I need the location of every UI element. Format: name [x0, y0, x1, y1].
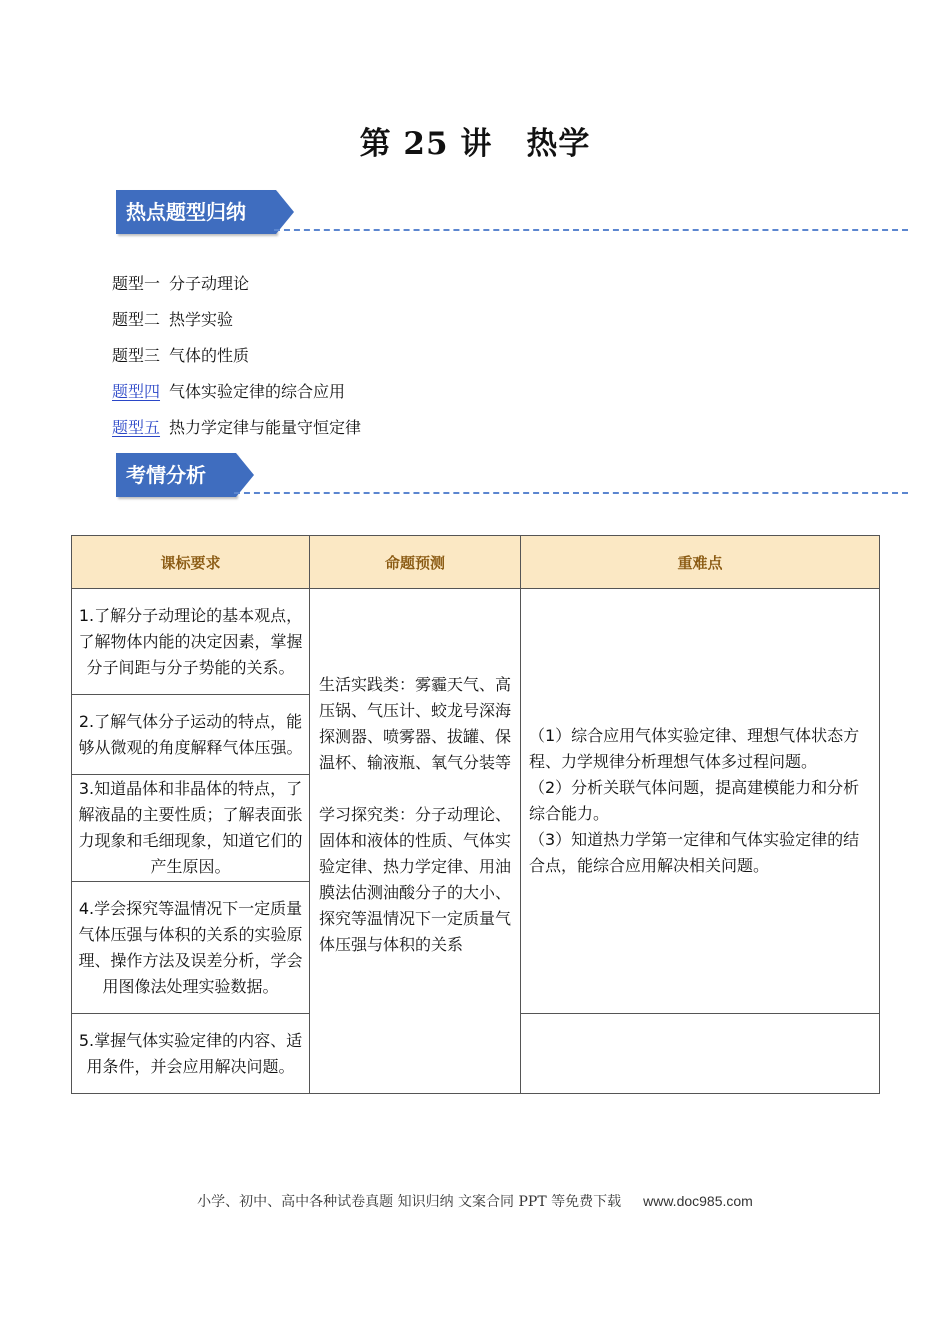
requirement-cell: 2.了解气体分子运动的特点，能够从微观的角度解释气体压强。 — [72, 695, 310, 775]
title-subject: 热学 — [526, 126, 591, 162]
prediction-life: 生活实践类：雾霾天气、高压锅、气压计、蛟龙号深海探测器、喷雾器、拔罐、保温杯、输液瓶、氧气分装等 — [319, 675, 512, 772]
requirement-cell: 4.学会探究等温情况下一定质量气体压强与体积的关系的实验原理、操作方法及误差分析，学会用图像法处理实验数据。 — [72, 882, 310, 1014]
topic-text: 气体实验定律的综合应用 — [169, 382, 346, 401]
table-header-row — [72, 536, 880, 589]
page-footer — [0, 1191, 950, 1211]
list-item — [112, 306, 361, 342]
topic-text: 热学实验 — [169, 310, 234, 329]
topic-number: 题型二 — [112, 310, 161, 329]
table-row — [72, 589, 880, 695]
topic-number: 题型一 — [112, 274, 161, 293]
header-requirements: 课标要求 — [72, 536, 310, 589]
difficulty-item: （3）知道热力学第一定律和气体实验定律的结合点，能综合应用解决相关问题。 — [529, 830, 860, 875]
prediction-cell — [310, 589, 521, 1094]
topic-link[interactable]: 题型五 — [112, 418, 161, 437]
requirement-cell: 1.了解分子动理论的基本观点，了解物体内能的决定因素，掌握分子间距与分子势能的关系。 — [72, 589, 310, 695]
list-item — [112, 414, 361, 450]
dashed-divider — [234, 492, 908, 494]
topic-text: 热力学定律与能量守恒定律 — [169, 418, 362, 437]
dashed-divider — [274, 229, 908, 231]
footer-text: 小学、初中、高中各种试卷真题 知识归纳 文案合同 PPT 等免费下载 — [197, 1194, 622, 1210]
difficulty-item: （1）综合应用气体实验定律、理想气体状态方程、力学规律分析理想气体多过程问题。 — [529, 726, 860, 771]
requirement-cell: 3.知道晶体和非晶体的特点，了解液晶的主要性质；了解表面张力现象和毛细现象，知道它们的产生原因。 — [72, 775, 310, 882]
requirement-cell: 5.掌握气体实验定律的内容、适用条件，并会应用解决问题。 — [72, 1014, 310, 1094]
header-difficulties: 重难点 — [521, 536, 880, 589]
topic-text: 分子动理论 — [169, 274, 250, 293]
empty-cell — [521, 1014, 880, 1094]
list-item — [112, 378, 361, 414]
exam-analysis-table — [71, 535, 880, 1094]
section-banner-label: 考情分析 — [116, 453, 236, 497]
section-banner-label: 热点题型归纳 — [116, 190, 276, 234]
topic-number: 题型三 — [112, 346, 161, 365]
page-title — [0, 118, 950, 163]
difficulty-item: （2）分析关联气体问题，提高建模能力和分析综合能力。 — [529, 778, 860, 823]
title-lecture: 第 25 讲 — [359, 126, 493, 162]
topic-text: 气体的性质 — [169, 346, 250, 365]
header-prediction: 命题预测 — [310, 536, 521, 589]
difficulties-cell — [521, 589, 880, 1014]
prediction-study: 学习探究类：分子动理论、固体和液体的性质、气体实验定律、热力学定律、用油膜法估测油酸分子的大小、探究等温情况下一定质量气体压强与体积的关系 — [319, 805, 512, 954]
footer-url[interactable]: www.doc985.com — [643, 1193, 753, 1209]
list-item — [112, 342, 361, 378]
topic-list — [112, 270, 361, 450]
topic-link[interactable]: 题型四 — [112, 382, 161, 401]
list-item — [112, 270, 361, 306]
